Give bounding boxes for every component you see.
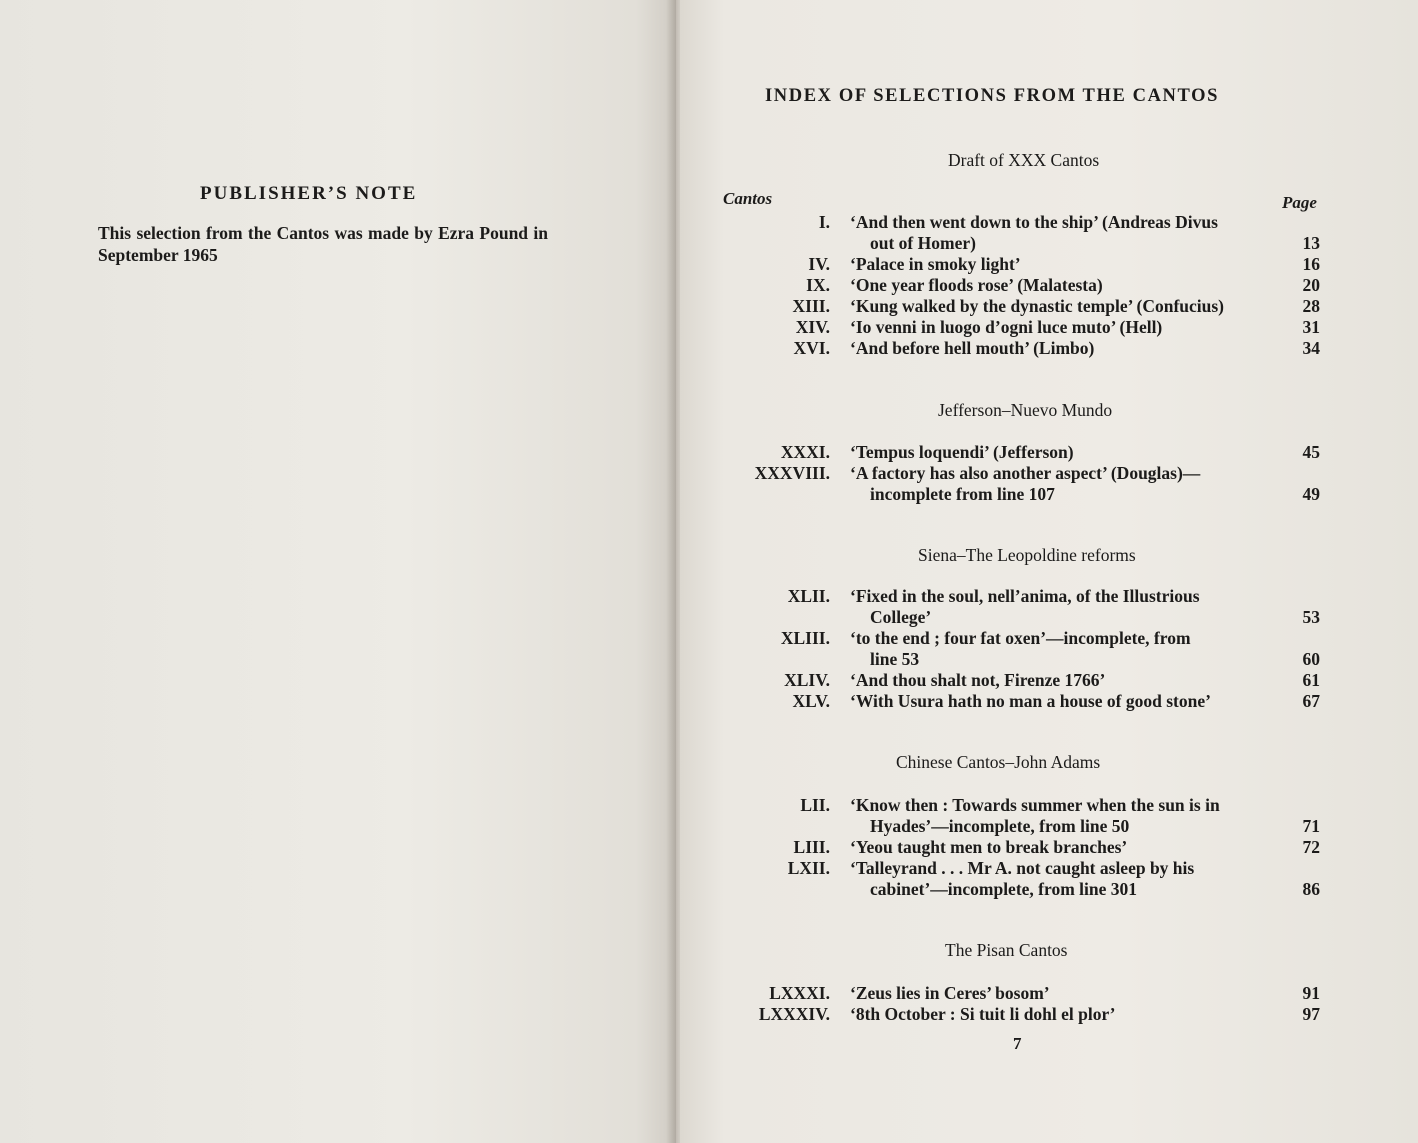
canto-title-line: ‘Zeus lies in Ceres’ bosom’ [850, 983, 1050, 1003]
left-page [0, 0, 676, 1143]
canto-number: LII. [800, 795, 830, 815]
canto-title-line: ‘Know then : Towards summer when the sun is in [850, 795, 1220, 815]
canto-title-line: ‘Talleyrand . . . Mr A. not caught asleep by his [850, 858, 1195, 878]
page-reference: 71 [1302, 816, 1320, 836]
canto-title-line: ‘Palace in smoky light’ [850, 254, 1021, 274]
canto-title [850, 1004, 1270, 1025]
column-head-cantos: Cantos [723, 189, 773, 208]
canto-title-line: ‘And before hell mouth’ (Limbo) [850, 338, 1095, 358]
canto-title [850, 442, 1270, 463]
canto-number: XIII. [792, 296, 830, 316]
canto-title-line: ‘One year floods rose’ (Malatesta) [850, 275, 1103, 295]
canto-title [850, 983, 1270, 1004]
canto-title [850, 691, 1270, 712]
canto-number: XXXI. [780, 442, 830, 462]
canto-title-line: ‘Io venni in luogo d’ogni luce muto’ (Hell) [850, 317, 1163, 337]
canto-title-line: ‘A factory has also another aspect’ (Douglas)— [850, 463, 1201, 483]
canto-number: LIII. [793, 837, 830, 857]
canto-number: LXXXI. [769, 983, 830, 1003]
publishers-note-heading: PUBLISHER’S NOTE [200, 183, 418, 204]
canto-title [850, 317, 1270, 338]
canto-title-continuation: incomplete from line 107 [870, 484, 1055, 504]
canto-title [850, 212, 1270, 254]
canto-title [850, 296, 1270, 317]
page-reference: 16 [1302, 254, 1320, 274]
canto-title-continuation: College’ [870, 607, 932, 627]
page-reference: 13 [1302, 233, 1320, 253]
canto-number: IV. [808, 254, 830, 274]
page-reference: 67 [1302, 691, 1320, 711]
canto-title [850, 463, 1270, 505]
page-reference: 28 [1302, 296, 1320, 316]
canto-title-line: ‘And thou shalt not, Firenze 1766’ [850, 670, 1106, 690]
page-reference: 86 [1302, 879, 1320, 899]
canto-title [850, 275, 1270, 296]
canto-number: LXXXIV. [758, 1004, 830, 1024]
canto-title-line: ‘With Usura hath no man a house of good stone’ [850, 691, 1211, 711]
canto-title [850, 254, 1270, 275]
canto-number: XVI. [793, 338, 830, 358]
page-reference: 72 [1302, 837, 1320, 857]
page-reference: 45 [1302, 442, 1320, 462]
page-reference: 97 [1302, 1004, 1320, 1024]
canto-title [850, 586, 1270, 628]
page-number: 7 [1013, 1034, 1022, 1053]
index-title: INDEX OF SELECTIONS FROM THE CANTOS [765, 86, 1220, 106]
canto-title [850, 338, 1270, 359]
publishers-note-body: This selection from the Cantos was made by Ezra Pound in September 1965 [98, 223, 548, 265]
right-page [680, 0, 1418, 1143]
page-reference: 60 [1302, 649, 1320, 669]
page-reference: 49 [1302, 484, 1320, 504]
canto-title-continuation: Hyades’—incomplete, from line 50 [870, 816, 1130, 836]
page-reference: 31 [1302, 317, 1320, 337]
column-head-page: Page [1282, 193, 1317, 212]
canto-title-line: ‘Tempus loquendi’ (Jefferson) [850, 442, 1074, 462]
canto-number: XLIV. [784, 670, 830, 690]
canto-title [850, 858, 1270, 900]
canto-number: XXXVIII. [754, 463, 830, 483]
canto-number: XLV. [792, 691, 830, 711]
canto-title-continuation: line 53 [870, 649, 920, 669]
section-heading: Chinese Cantos–John Adams [896, 752, 1101, 772]
canto-title-line: ‘Fixed in the soul, nell’anima, of the Illustrious [850, 586, 1200, 606]
section-heading: Draft of XXX Cantos [948, 150, 1100, 170]
canto-title-line: ‘And then went down to the ship’ (Andreas Divus [850, 212, 1218, 232]
canto-number: XIV. [795, 317, 830, 337]
canto-number: LXII. [787, 858, 830, 878]
canto-title [850, 837, 1270, 858]
canto-title [850, 795, 1270, 837]
page-reference: 53 [1302, 607, 1320, 627]
canto-title-continuation: cabinet’—incomplete, from line 301 [870, 879, 1137, 899]
canto-number: I. [818, 212, 830, 232]
canto-title-continuation: out of Homer) [870, 233, 976, 253]
canto-title-line: ‘to the end ; four fat oxen’—incomplete, from [850, 628, 1191, 648]
canto-number: XLII. [787, 586, 830, 606]
canto-title [850, 670, 1270, 691]
canto-number: XLIII. [780, 628, 830, 648]
page-reference: 91 [1302, 983, 1320, 1003]
section-heading: The Pisan Cantos [945, 940, 1068, 960]
page-reference: 34 [1302, 338, 1320, 358]
page-reference: 20 [1302, 275, 1320, 295]
canto-number: IX. [806, 275, 830, 295]
canto-title-line: ‘Kung walked by the dynastic temple’ (Confucius) [850, 296, 1225, 316]
section-heading: Siena–The Leopoldine reforms [918, 545, 1136, 565]
page-reference: 61 [1302, 670, 1320, 690]
canto-title [850, 628, 1270, 670]
canto-title-line: ‘Yeou taught men to break branches’ [850, 837, 1128, 857]
canto-title-line: ‘8th October : Si tuit li dohl el plor’ [850, 1004, 1116, 1024]
section-heading: Jefferson–Nuevo Mundo [938, 400, 1113, 420]
